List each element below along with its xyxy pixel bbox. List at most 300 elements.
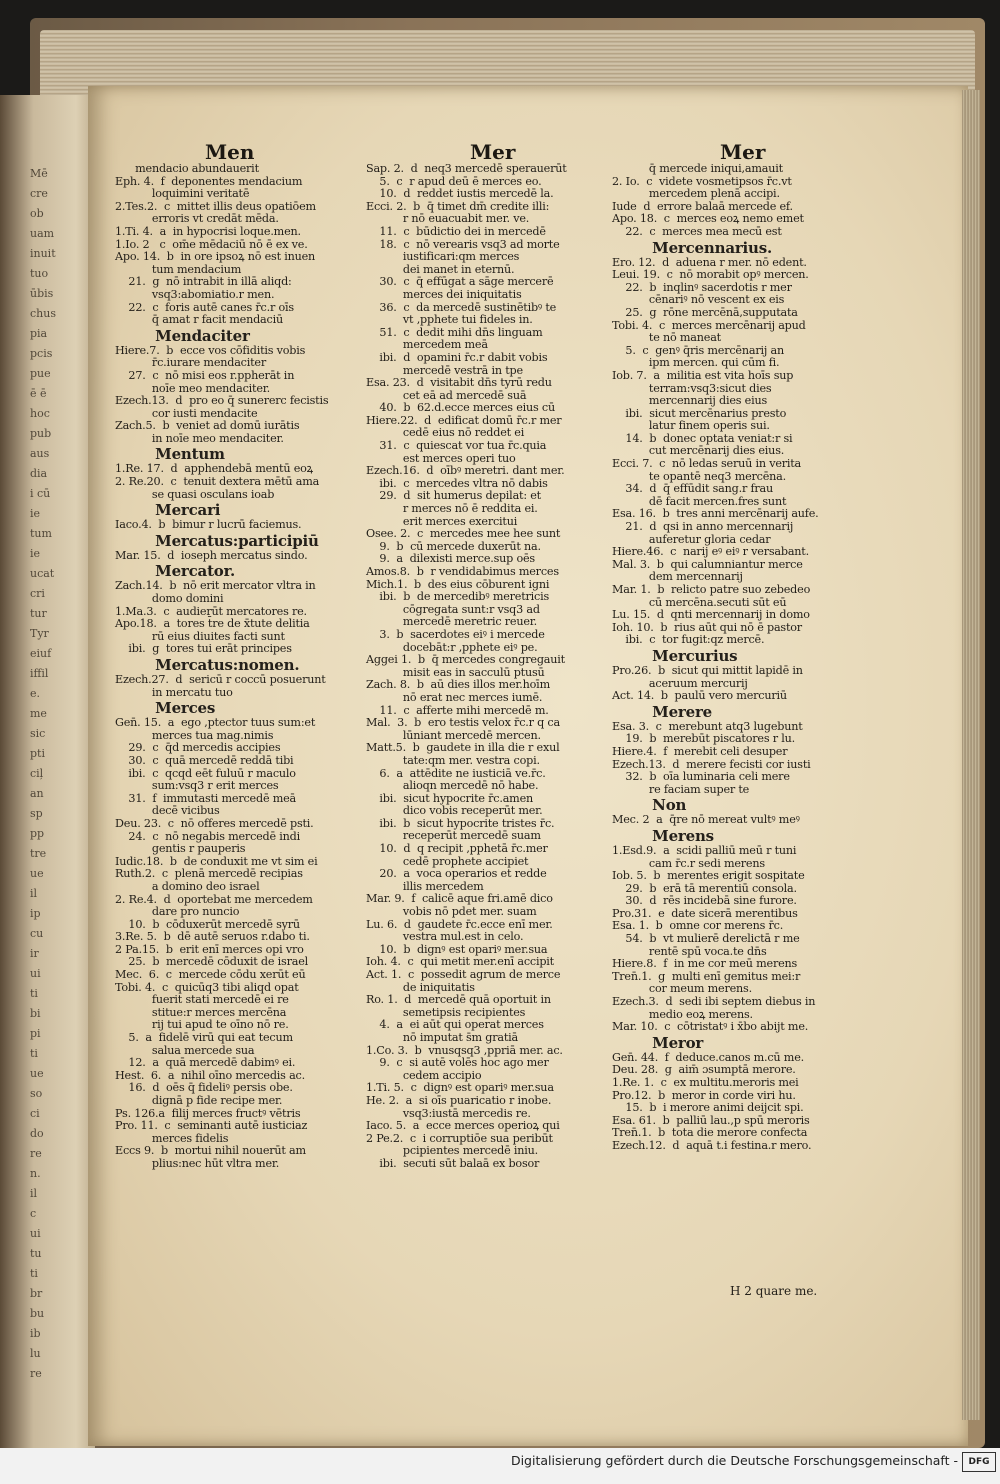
index-line: est merces operi tuo (366, 451, 516, 465)
index-line: 30. c quā mercedē reddā tibi (115, 753, 294, 767)
margin-fragment: ue (30, 1067, 44, 1080)
index-line: Tobi. 4. c quicūq3 tibi aliqd opat (115, 980, 299, 994)
index-line: Tren̄.1. b tota die merore confecta (612, 1126, 808, 1140)
margin-fragment: ob (30, 207, 44, 220)
index-line: 30. d rēs incidebā sine furore. (612, 894, 797, 908)
margin-fragment: ci (30, 1107, 40, 1120)
index-line: Leui. 19. c nō morabit opꝰ mercen. (612, 268, 809, 282)
index-line: Lu. 6. d gaudete r̄c.ecce enī mer. (366, 917, 553, 931)
index-line: cor iusti mendacite (115, 406, 258, 420)
index-line: 24. c nō negabis mercedē indi (115, 829, 301, 843)
margin-fragment: bu (30, 1307, 45, 1320)
index-line: erit merces exercitui (366, 514, 518, 528)
index-line: q̄ amat r facit mendaciū (115, 313, 283, 327)
index-line: vsq3:abomiatio.r men. (115, 287, 275, 301)
index-line: noīe meo mendaciter. (115, 381, 271, 395)
index-line: 11. c afferte mihi mercedē m. (366, 703, 549, 717)
index-line: Deu. 23. c nō offeres mercedē psti. (115, 816, 314, 830)
index-line: Hiere.7. b ecce vos cōfiditis vobis (115, 343, 306, 357)
index-line: Zach.5. b veniet ad domū iurātis (115, 419, 300, 433)
index-line: Iob. 7. a militia est vita hoīs sup (612, 368, 794, 382)
index-line: dē facit mercen.fres sunt (612, 494, 787, 508)
index-line: vt ,pphete tui fideles in. (366, 313, 533, 327)
margin-fragment: dia (30, 467, 48, 480)
margin-fragment: il (30, 887, 38, 900)
index-line: merces dei iniquitatis (366, 287, 522, 301)
entry-heading: Mercurius (612, 646, 738, 665)
page-block-right-edge (962, 90, 980, 1420)
index-line: Act. 1. c possedit agrum de merce (366, 968, 561, 981)
index-line: Hiere.4. f merebit celi desuper (612, 744, 788, 758)
index-line: erroris vt credāt mēda. (115, 212, 279, 226)
index-line: alioqn mercedē nō habe. (366, 779, 539, 793)
margin-fragment: inuit (30, 247, 56, 260)
index-line: docebāt:r ,pphete eiꝰ pe. (366, 640, 538, 654)
index-line: Mal. 3. b qui calumniantur merce (612, 557, 803, 571)
index-line: auferetur gloria cedar (612, 532, 771, 546)
index-line: Ezech.13. d pro eo q̄ sunererc fecistis (115, 394, 329, 408)
margin-fragment: tre (30, 847, 47, 860)
index-line: rentē spū voca.te dn̄s (612, 944, 767, 958)
index-line: 22. c merces mea mecū est (612, 224, 782, 238)
margin-fragment: sic (30, 727, 46, 740)
index-line: 31. c quiescat vor tua r̄c.quia (366, 439, 547, 453)
index-line: Ruth.2. c plenā mercedē recipias (115, 867, 303, 881)
margin-fragment: sp (30, 807, 43, 820)
index-line: Esa. 61. b palliū lau.,p spū meroris (612, 1113, 810, 1127)
index-line: 20. a voca operarios et redde (366, 867, 547, 881)
index-line: rū eius diuites facti sunt (115, 629, 285, 643)
index-line: Sap. 2. d neq3 mercedē sperauerūt (366, 162, 567, 175)
margin-fragment: so (30, 1087, 43, 1100)
index-line: Ezech.27. d sericū r coccū posuerunt (115, 673, 326, 686)
index-line: 51. c dedit mihi dn̄s linguam (366, 325, 543, 339)
index-line: Gen̄. 44. f deduce.canos m.cū me. (612, 1050, 804, 1064)
index-line: Mich.1. b des eius cōburent igni (366, 577, 550, 591)
index-line: Ezech.13. d merere fecisti cor iusti (612, 757, 811, 771)
index-line: 1.Ti. 4. a in hypocrisi loque.men. (115, 224, 301, 238)
index-line: 5. a fidelē virū qui eat tecum (115, 1031, 293, 1045)
index-line: receperūt mercedē suam (366, 829, 541, 843)
index-line: 3.Re. 5. b dē autē seruos r.dabo ti. (115, 930, 310, 944)
index-line: stitue:r merces mercēna (115, 1005, 287, 1019)
index-line: cut mercēnarij dies eius. (612, 444, 785, 458)
index-line: 9. a dilexisti merce.sup oēs (366, 552, 535, 566)
index-line: Tobi. 4. c merces mercēnarij apud (612, 318, 806, 332)
running-head-right: Mer (720, 140, 766, 164)
index-line: 27. c nō misi eos r.ppherāt in (115, 368, 295, 382)
index-line: dei manet in eternū. (366, 262, 515, 276)
index-line: Apo. 14. b in ore ipsoꝝ nō est inuen (115, 250, 316, 264)
margin-fragment: ip (30, 907, 41, 920)
index-line: 2. Re.4. d oportebat me mercedem (115, 892, 313, 906)
entry-heading: Mercator. (115, 562, 235, 581)
margin-fragment: ti (30, 1267, 38, 1280)
text-column-right (612, 163, 819, 1153)
index-line: nō imputat s̄m gratiā (366, 1030, 519, 1044)
index-line: ibi. sicut hypocrite r̄c.amen (366, 791, 534, 805)
margin-fragment: aus (30, 447, 50, 460)
index-line: 34. d q̄ effūdit sang.r frau (612, 482, 774, 496)
index-line: cet eā ad mercedē suā (366, 388, 527, 402)
index-line: Act. 14. b paulū vero mercuriū (612, 689, 787, 703)
index-line: 18. c nō verearis vsq3 ad morte (366, 237, 560, 251)
index-line: te nō maneat (612, 331, 721, 345)
margin-fragment: ūbis (30, 287, 54, 300)
index-line: merces tua mag.nimis (115, 728, 274, 742)
margin-fragment: re (30, 1147, 42, 1160)
entry-heading: Mendaciter (115, 326, 250, 345)
index-line: dico vobis receperūt mer. (366, 804, 543, 818)
index-line: 29. b erā tā merentiū consola. (612, 881, 797, 895)
margin-fragment: do (30, 1127, 44, 1140)
margin-fragment: tuo (30, 267, 49, 280)
index-line: a domino deo israel (115, 879, 260, 893)
index-line: vsq3:iustā mercedis re. (366, 1106, 531, 1120)
index-line: ibi. sicut mercēnarius presto (612, 406, 787, 420)
index-line: 22. c foris autē canes r̄c.r oīs (115, 300, 294, 314)
margin-fragment: cu (30, 927, 44, 940)
index-line: vobis nō pdet mer. suam (366, 905, 537, 919)
index-line: Hiere.22. d edificat domū r̄c.r mer (366, 413, 562, 427)
index-line: dare pro nuncio (115, 905, 240, 919)
index-line: Ero. 12. d aduena r mer. nō edent. (612, 255, 807, 269)
index-line: Esa. 16. b tres anni mercēnarij aufe. (612, 507, 819, 521)
index-line: medio eoꝝ merens. (612, 1007, 753, 1021)
index-line: 15. b i merore animi deijcit spi. (612, 1101, 804, 1115)
index-line: Ps. 126.a filij merces fructꝰ vētris (115, 1106, 301, 1120)
index-line: re faciam super te (612, 782, 750, 796)
index-line: Ro. 1. d mercedē quā oportuit in (366, 993, 551, 1007)
index-line: sum:vsq3 r erit merces (115, 779, 279, 793)
index-line: se quasi osculans ioab (115, 487, 275, 501)
index-line: Zach.14. b nō erit mercator vltra in (115, 579, 316, 593)
entry-heading: Merens (612, 826, 714, 845)
margin-fragment: tur (30, 607, 47, 620)
funding-credit: Digitalisierung gefördert durch die Deutsche Forschungsgemeinschaft - (510, 1453, 958, 1468)
index-line: Matt.5. b gaudete in illa die r exul (366, 741, 560, 755)
margin-fragment: ciļ (30, 767, 44, 780)
index-line: Mar. 15. d ioseph mercatus sindo. (115, 548, 308, 562)
entry-heading: Non (612, 796, 687, 815)
index-line: Ezech.12. d aquā t.i festina.r mero. (612, 1138, 812, 1152)
index-line: cōgregata sunt:r vsq3 ad (366, 602, 540, 616)
margin-fragment: cri (30, 587, 45, 600)
margin-fragment: cre (30, 187, 48, 200)
index-line: Pro.31. e date sicerā merentibus (612, 906, 798, 920)
index-line: 1.Re. 1. c ex multitu.meroris mei (612, 1076, 799, 1089)
index-line: ibi. b sicut hypocrite tristes r̄c. (366, 816, 555, 830)
index-line: r merces nō ē reddita ei. (366, 502, 538, 516)
margin-fragment: ti (30, 987, 38, 1000)
index-line: pcipientes mercedē iniu. (366, 1144, 539, 1158)
index-line: 1.Ma.3. c audierūt mercatores re. (115, 604, 307, 618)
index-line: Mec. 2 a q̄re nō mereat vultꝰ meꝰ (612, 813, 800, 827)
index-line: 12. a quā mercedē dabimꝰ ei. (115, 1056, 296, 1070)
index-line: Osee. 2. c mercedes mee hee sunt (366, 527, 561, 541)
index-line: cedē eius nō reddet ei (366, 426, 525, 440)
margin-fragment: Mē (30, 167, 48, 180)
margin-fragment: pcis (30, 347, 53, 360)
index-line: He. 2. a si oīs puaricatio r inobe. (366, 1093, 552, 1107)
margin-fragment: hoc (30, 407, 50, 420)
index-line: ibi. c tor fugit:qz mercē. (612, 633, 765, 647)
margin-fragment: ti (30, 1047, 38, 1060)
index-line: 1.Co. 3. b vnusqsq3 ,ppriā mer. ac. (366, 1043, 563, 1057)
index-line: mercedem meā (366, 338, 488, 352)
index-line: Apo. 18. c merces eoꝝ nemo emet (612, 212, 804, 226)
margin-fragment: bi (30, 1007, 41, 1020)
index-line: illis mercedem (366, 879, 484, 893)
margin-fragment: Tyr (30, 627, 49, 640)
margin-fragment: e. (30, 687, 41, 700)
index-line: ibi. c qcqd eēt fuluū r maculo (115, 766, 296, 780)
index-line: merces fidelis (115, 1131, 229, 1145)
index-line: plius:nec hūt vltra mer. (115, 1156, 280, 1170)
index-line: ibi. secuti sūt balaā ex bosor (366, 1156, 540, 1170)
index-line: 10. b cōduxerūt mercedē syrū (115, 917, 300, 931)
entry-heading: Meror (612, 1033, 704, 1052)
index-line: Pro. 11. c seminanti autē iusticiaz (115, 1119, 308, 1133)
margin-fragment: pi (30, 1027, 41, 1040)
index-line: Amos.8. b r vendidabimus merces (366, 565, 559, 578)
running-head-left: Men (205, 140, 255, 164)
index-line: Hest. 6. a nihil oīno mercedis ac. (115, 1068, 305, 1082)
index-line: Hiere.8. f in me cor meū merens (612, 957, 798, 971)
index-line: 2 Pe.2. c i corruptiōe sua peribūt (366, 1131, 553, 1145)
margin-fragment: i cū (30, 487, 51, 500)
index-line: Pro.26. b sicut qui mittit lapidē in (612, 663, 803, 677)
index-line: 25. g rōne mercēnā,supputata (612, 305, 798, 319)
index-line: Iudic.18. b de conduxit me vt sim ei (115, 854, 318, 868)
margin-fragment: n. (30, 1167, 41, 1180)
index-line: Mar. 9. f calicē aque fri.amē dico (366, 892, 553, 906)
index-line: 29. d sit humerus depilat: et (366, 489, 541, 503)
index-line: ibi. d opamini r̄c.r dabit vobis (366, 350, 548, 364)
entry-heading: Mercennarius. (612, 238, 773, 257)
margin-fragment: ie (30, 507, 41, 520)
margin-fragment: ue (30, 867, 44, 880)
margin-fragment: ie (30, 547, 41, 560)
index-line: misit eas in sacculū ptusū (366, 665, 545, 679)
running-head-center: Mer (470, 140, 516, 164)
index-line: salua mercede sua (115, 1043, 255, 1057)
index-line: Mar. 1. b relicto patre suo zebedeo (612, 583, 811, 596)
entry-heading: Mercatus:participiū (115, 531, 319, 550)
margin-fragment: me (30, 707, 47, 720)
entry-heading: Mercatus:nomen. (115, 656, 300, 674)
index-line: 14. b donec optata veniat:r si (612, 431, 793, 445)
index-line: Esa. 23. d visitabit dn̄s tyrū redu (366, 376, 552, 390)
index-line: mercedē meretric reuer. (366, 615, 538, 629)
index-line: Apo.18. a tores t̄re de x̄tute delitia (115, 617, 310, 631)
index-line: 2. Io. c videte vosmetipsos r̄c.vt (612, 174, 792, 188)
index-line: 2 Pa.15. b erit enī merces opi vro (115, 942, 304, 956)
index-line: ibi. g tores tui erāt principes (115, 642, 292, 656)
index-line: Iude d errore balaā mercede ef. (612, 199, 793, 213)
margin-fragment: an (30, 787, 44, 800)
index-line: cū mercēna.secuti sūt eū (612, 595, 787, 609)
index-line: ipm mercen. qui cūm fi. (612, 356, 780, 370)
index-line: aceruum mercurij (612, 676, 748, 690)
index-line: lūniant mercedē mercen. (366, 728, 541, 742)
margin-fragment: lu (30, 1347, 41, 1360)
margin-fragment: pia (30, 327, 48, 340)
index-line: Mal. 3. b ero testis velox r̄c.r q ca (366, 716, 560, 730)
index-line: loquimini veritatē (115, 187, 250, 201)
index-line: 16. d oēs q̄ fideliꝰ persis obe. (115, 1081, 293, 1095)
margin-fragment: pue (30, 367, 51, 380)
index-line: rij tui apud te oīno nō re. (115, 1018, 289, 1032)
index-line: te opantē neq3 mercēna. (612, 469, 786, 483)
index-line: 29. c q̄d mercedis accipies (115, 741, 281, 755)
margin-fragment: tu (30, 1247, 42, 1260)
index-line: semetipsis recipientes (366, 1005, 526, 1019)
index-line: Zach. 8. b aū dies illos mer.hoīm (366, 678, 550, 692)
index-line: 11. c būdictio dei in mercedē (366, 224, 546, 238)
index-line: 9. c si autē volēs hoc ago mer (366, 1056, 549, 1070)
index-line: 4. a ei aūt qui operat merces (366, 1018, 544, 1032)
index-line: r nō euacuabit mer. ve. (366, 212, 530, 226)
entry-heading: Mentum (115, 445, 225, 464)
margin-fragment: pp (30, 827, 45, 840)
index-line: cedem accipio (366, 1068, 482, 1082)
index-line: Ezech.3. d sedi ibi septem diebus in (612, 995, 816, 1009)
index-line: 3. b sacerdotes eiꝰ i mercede (366, 627, 545, 641)
index-line: Mec. 6. c mercede cōdu xerūt eū (115, 968, 306, 982)
index-line: 2.Tes.2. c mittet illis deus opatiōem (115, 199, 316, 213)
index-line: Mar. 10. c cōtristatꝰ i x̄bo abijt me. (612, 1020, 809, 1034)
index-line: 5. c genꝰ q̄ris mercēnarij an (612, 343, 784, 357)
index-line: Pro.12. b meror in corde viri hu. (612, 1088, 796, 1102)
margin-fragment: ui (30, 967, 41, 980)
index-line: 10. d q recipit ,pphetā r̄c.mer (366, 842, 548, 856)
margin-fragment: il (30, 1187, 38, 1200)
index-line: Iaco.4. b bimur r lucrū faciemus. (115, 518, 302, 532)
index-line: 1.Esd.9. a scidi palliū meū r tuni (612, 843, 797, 857)
index-line: Ecci. 2. b q̄ timet dm̄ credite illi: (366, 199, 550, 213)
entry-heading: Merere (612, 702, 713, 721)
index-line: r̄c.iurare mendaciter (115, 356, 266, 370)
margin-fragment: pti (30, 747, 45, 760)
index-line: Deu. 28. g aim̄ ɔsumptā merore. (612, 1063, 796, 1077)
page-signature: H 2 quare me. (730, 1284, 818, 1298)
index-line: 5. c r apud deū ē merces eo. (366, 174, 542, 188)
index-line: dem mercennarij (612, 570, 743, 584)
index-line: latur finem operis sui. (612, 419, 770, 433)
margin-fragment: br (30, 1287, 43, 1300)
margin-fragment: eiuf (30, 647, 52, 660)
margin-fragment: re (30, 1367, 42, 1380)
index-line: decē vicibus (115, 804, 220, 818)
margin-fragment: tum (30, 527, 52, 540)
index-line: fuerit stati mercedē ei re (115, 993, 289, 1007)
index-line: 10. d reddet iustis mercedē la. (366, 187, 554, 201)
index-line: mercennarij dies eius (612, 394, 768, 408)
index-line: 1.Io. 2 c om̄e mēdaciū nō ē ex ve. (115, 237, 308, 251)
index-line: 21. d qsi in anno mercennarij (612, 520, 794, 534)
index-line: 40. b 62.d.ecce merces eius cū (366, 401, 555, 415)
margin-fragment: ē ē (30, 387, 47, 400)
index-line: in noīe meo mendaciter. (115, 431, 284, 445)
index-line: Hiere.46. c narij eꝰ eiꝰ r versabant. (612, 545, 809, 559)
index-line: mendacio abundauerit (115, 162, 259, 175)
margin-fragment: iffil (30, 667, 49, 680)
index-line: Esa. 3. c merebunt atq3 lugebunt (612, 719, 803, 733)
index-line: 31. f immutasti mercedē meā (115, 791, 297, 805)
index-line: 1.Ti. 5. c dignꝰ est opariꝰ mer.sua (366, 1081, 554, 1095)
index-line: Iaco. 5. a ecce merces operioꝝ qui (366, 1119, 560, 1133)
index-line: 21. g nō intrabit in illā aliqd: (115, 275, 292, 289)
index-line: 54. b vt mulierē derelictā r me (612, 932, 800, 946)
index-line: tum mendacium (115, 262, 242, 276)
text-column-left (115, 163, 328, 1171)
index-line: ibi. b de mercedibꝰ meretricis (366, 590, 550, 604)
index-line: 32. b oīa luminaria celi mere (612, 770, 790, 784)
index-line: cēnariꝰ nō vescent ex eis (612, 293, 785, 307)
index-line: 30. c q̄ effūgat a sāge mercerē (366, 275, 554, 289)
index-line: 9. b cū mercede duxerūt na. (366, 539, 541, 553)
margin-fragment: uam (30, 227, 55, 240)
index-line: Esa. 1. b omne cor merens r̄c. (612, 919, 784, 933)
margin-fragment: ir (30, 947, 39, 960)
index-line: ibi. c mercedes vltra nō dabis (366, 476, 548, 490)
index-line: Aggei 1. b q̄ mercedes congregauit (366, 653, 565, 667)
index-line: Eccs 9. b mortui nihil nouerūt am (115, 1144, 306, 1158)
index-line: 2. Re.20. c tenuit dextera mētū ama (115, 475, 320, 489)
index-line: terram:vsq3:sicut dies (612, 381, 772, 395)
index-line: q̄ mercede iniqui,amauit (612, 162, 783, 175)
index-line: dignā p fide recipe mer. (115, 1094, 283, 1107)
entry-heading: Mercari (115, 501, 221, 520)
index-line: 1.Re. 17. d apphendebā mentū eoꝝ (115, 462, 313, 476)
index-line: vestra mul.est in celo. (366, 930, 524, 944)
index-line: 10. b dignꝰ est opariꝰ mer.sua (366, 942, 548, 956)
index-line: 25. b mercedē cōduxit de israel (115, 955, 308, 969)
index-line: Iob. 5. b merentes erigit sospitate (612, 869, 805, 883)
index-line: Ezech.16. d oībꝰ meretri. dant mer. (366, 464, 565, 478)
index-line: iustificari:qm merces (366, 250, 520, 264)
index-line: 6. a attēdite ne iusticiā ve.r̄c. (366, 766, 546, 780)
index-line: mercedē vestrā in tpe (366, 363, 523, 377)
index-line: Gen̄. 15. a ego ,ptector tuus sum:et (115, 716, 316, 730)
index-line: gentis r pauperis (115, 842, 246, 856)
margin-fragment: ib (30, 1327, 41, 1340)
margin-fragment: chus (30, 307, 56, 320)
margin-fragment: ui (30, 1227, 41, 1240)
index-line: nō erat nec merces iumē. (366, 690, 543, 704)
margin-fragment: ucat (30, 567, 55, 580)
index-line: mercedem plenā accipi. (612, 187, 780, 201)
index-line: Ioh. 4. c qui metit mer.enī accipit (366, 955, 554, 969)
index-line: tate:qm mer. vestra copi. (366, 753, 540, 767)
margin-fragment: pub (30, 427, 52, 440)
index-line: Lu. 15. d qnti mercennarij in domo (612, 608, 810, 622)
index-line: 22. b inqlinꝰ sacerdotis r mer (612, 280, 792, 294)
left-page-margin-text (30, 160, 90, 1410)
dfg-logo: DFG (962, 1452, 996, 1472)
index-line: in mercatu tuo (115, 685, 233, 699)
index-line: Ioh. 10. b rius aūt qui nō ē pastor (612, 620, 802, 634)
index-line: Tren̄.1. g multi enī gemitus mei:r (612, 969, 801, 983)
index-line: de iniquitatis (366, 980, 475, 994)
index-line: domo domini (115, 592, 224, 606)
index-line: cor meum merens. (612, 982, 752, 996)
index-line: cam r̄c.r sedi merens (612, 856, 765, 870)
margin-fragment: c (30, 1207, 37, 1220)
index-line: 19. b merebūt piscatores r lu. (612, 732, 795, 746)
entry-heading: Merces (115, 699, 216, 718)
